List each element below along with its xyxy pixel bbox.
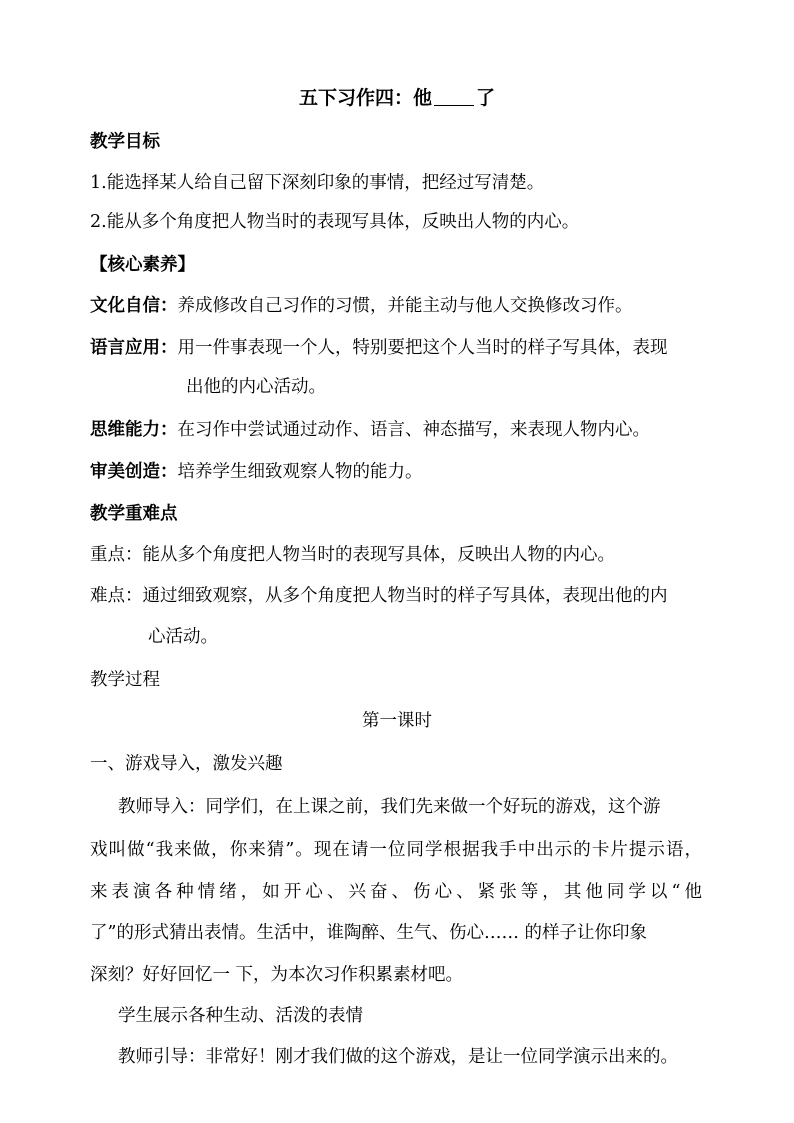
keypoint-difficult-cont: 心活动。 (148, 627, 218, 647)
core-text: 在习作中尝试通过动作、语言、神态描写，来表现人物内心。 (177, 420, 650, 440)
para1-line-5: 深刻？好好回忆一 下，为本次习作积累素材吧。 (90, 965, 464, 985)
core-item-thinking (90, 418, 650, 442)
section-1-heading: 一、游戏导入，激发兴趣 (90, 754, 283, 774)
goal-item-2: 2.能从多个角度把人物当时的表现写具体，反映出人物的内心。 (90, 212, 580, 232)
document-title (0, 86, 794, 110)
core-item-language-cont: 出他的内心活动。 (186, 377, 326, 397)
core-item-aesthetic (90, 460, 423, 484)
para1-line-1: 教师导入：同学们，在上课之前，我们先来做一个好玩的游戏，这个游 (118, 797, 661, 817)
para2: 学生展示各种生动、活泼的表情 (118, 1006, 363, 1026)
core-text: 养成修改自己习作的习惯，并能主动与他人交换修改习作。 (177, 296, 633, 316)
para1-line-4: 了”的形式猜出表情。生活中，谁陶醉、生气、伤心…… 的样子让你印象 (90, 923, 648, 943)
title-text-after: 了 (476, 87, 496, 109)
para3: 教师引导：非常好！刚才我们做的这个游戏，是让一位同学演示出来的。 (118, 1047, 678, 1067)
para1-line-3: 来表演各种情绪，如开心、兴奋、伤心、紧张等，其他同学以“他 (90, 882, 702, 902)
keypoint-difficult: 难点：通过细致观察，从多个角度把人物当时的样子写具体，表现出他的内 (90, 586, 668, 606)
keypoints-heading: 教学重难点 (90, 504, 178, 524)
keypoint-key: 重点：能从多个角度把人物当时的表现写具体，反映出人物的内心。 (90, 545, 615, 565)
core-label: 语言应用： (90, 338, 178, 358)
core-item-language (90, 336, 668, 360)
lesson-title: 第一课时 (362, 711, 432, 731)
goal-item-1: 1.能选择某人给自己留下深刻印象的事情，把经过写清楚。 (90, 173, 545, 193)
para1-line-2: 戏叫做“我来做，你来猜”。现在请一位同学根据我手中出示的卡片提示语， (90, 840, 702, 860)
core-text: 用一件事表现一个人，特别要把这个人当时的样子写具体，表现 (177, 338, 668, 358)
core-item-culture (90, 294, 633, 318)
title-blank (434, 87, 474, 106)
goals-heading: 教学目标 (90, 132, 160, 152)
title-text-before: 五下习作四：他 (298, 87, 432, 109)
core-label: 思维能力： (90, 420, 178, 440)
core-heading: 【核心素养】 (90, 255, 195, 275)
core-label: 文化自信： (90, 296, 178, 316)
core-text: 培养学生细致观察人物的能力。 (177, 462, 423, 482)
process-heading: 教学过程 (90, 670, 160, 690)
core-label: 审美创造： (90, 462, 178, 482)
